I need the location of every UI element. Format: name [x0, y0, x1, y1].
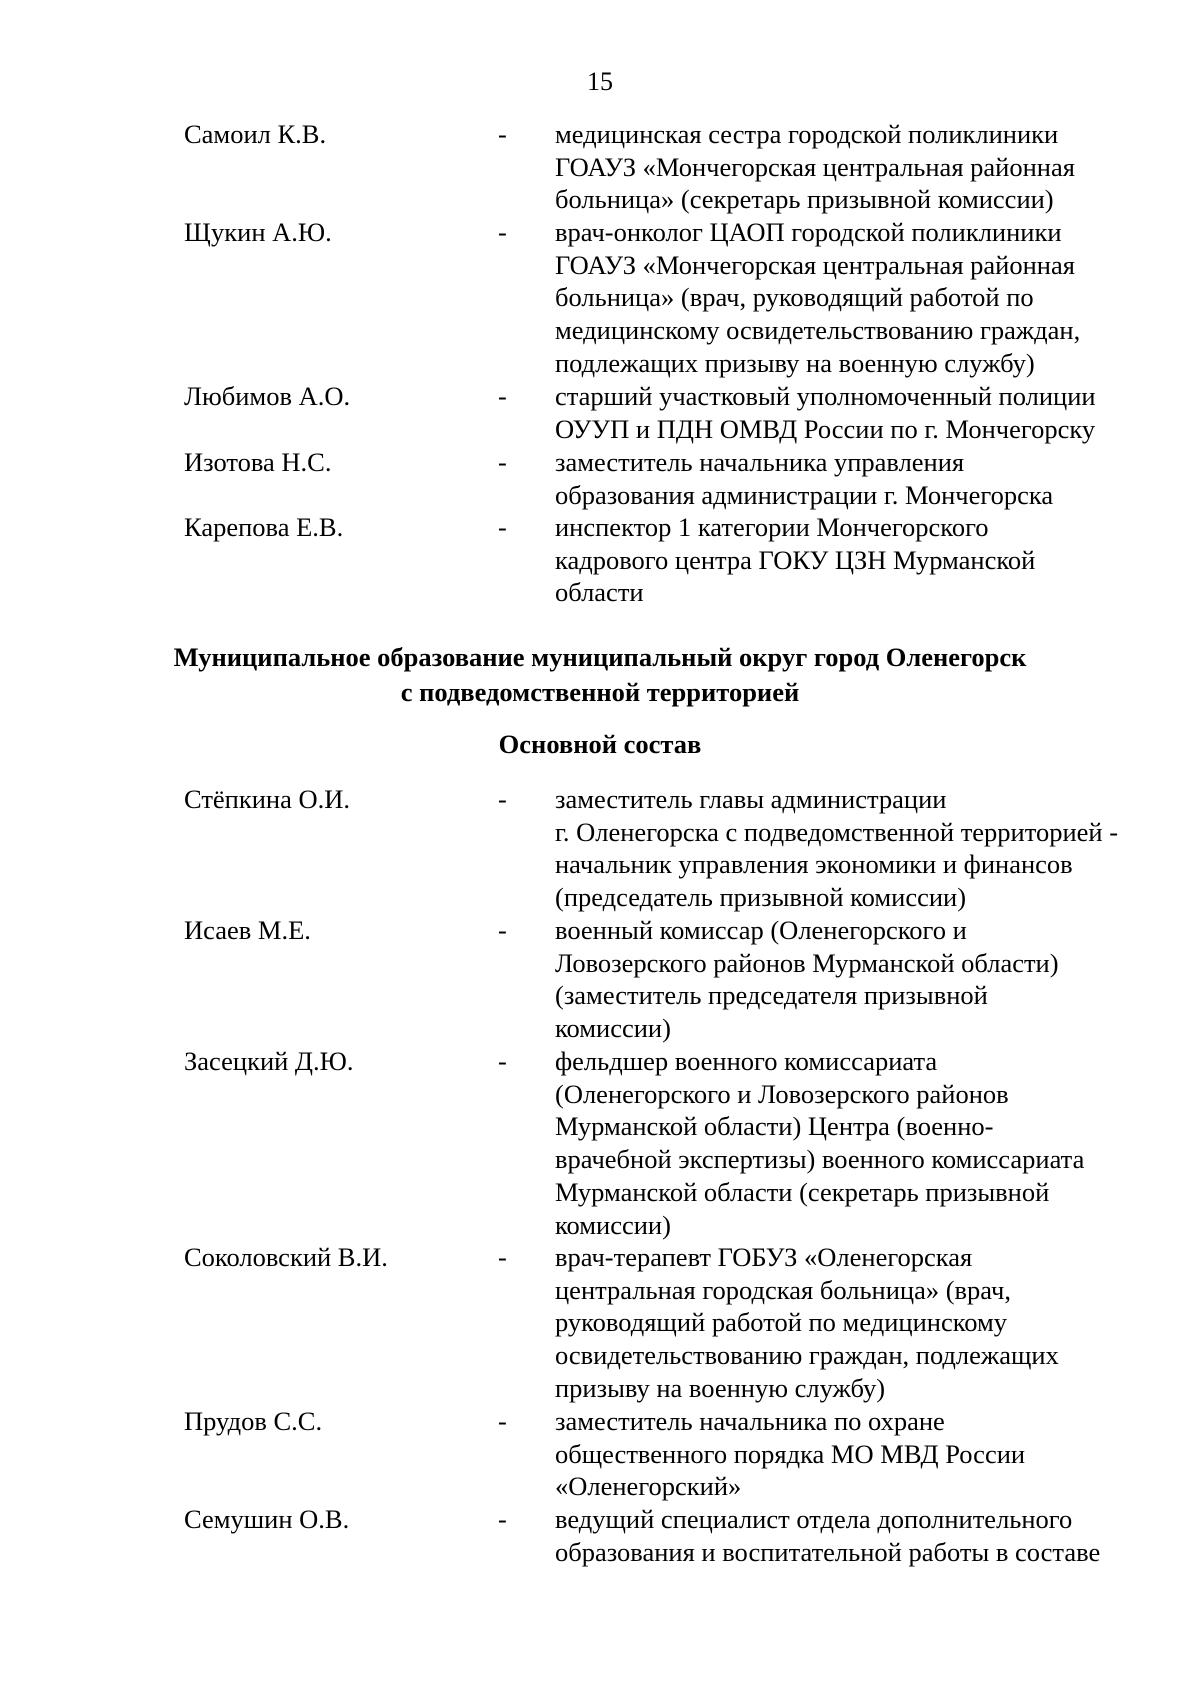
description-line: «Оленегорский»: [555, 1471, 742, 1502]
description-line: освидетельствованию граждан, подлежащих: [555, 1340, 1059, 1371]
member-description: [555, 1045, 1084, 1241]
member-name: Прудов С.С.: [184, 1406, 323, 1436]
separator-dash: -: [498, 1504, 507, 1534]
description-line: подлежащих призыву на военную службу): [555, 347, 1035, 378]
description-line: заместитель начальника управления: [555, 447, 965, 477]
description-line: старший участковый уполномоченный полиции: [555, 381, 1096, 411]
description-line: ведущий специалист отдела дополнительного: [555, 1504, 1073, 1534]
member-name: Изотова Н.С.: [184, 447, 332, 477]
description-line: комиссии): [555, 1209, 671, 1240]
description-line: (Оленегорского и Ловозерского районов: [555, 1078, 1009, 1109]
description-line: г. Оленегорска с подведомственной территорией -: [555, 816, 1119, 847]
description-line: медицинскому освидетельствованию граждан,: [555, 315, 1081, 346]
description-line: врач-онколог ЦАОП городской поликлиники: [555, 217, 1062, 247]
description-line: больница» (врач, руководящий работой по: [555, 282, 1034, 313]
member-description: [555, 1241, 1059, 1405]
description-line: заместитель главы администрации: [555, 784, 947, 814]
separator-dash: -: [498, 512, 507, 542]
separator-dash: -: [498, 447, 507, 477]
description-line: центральная городская больница» (врач,: [555, 1274, 1011, 1305]
description-line: (председатель призывной комиссии): [555, 882, 967, 913]
description-line: Ловозерского районов Мурманской области): [555, 947, 1059, 978]
description-line: медицинская сестра городской поликлиники: [555, 119, 1059, 149]
member-description: [555, 446, 1053, 511]
member-name: Засецкий Д.Ю.: [184, 1046, 354, 1076]
description-line: общественного порядка МО МВД России: [555, 1438, 1026, 1469]
page-number: 15: [587, 67, 613, 96]
separator-dash: -: [498, 1242, 507, 1272]
description-line: врачебной экспертизы) военного комиссариата: [555, 1144, 1085, 1175]
separator-dash: -: [498, 119, 507, 149]
description-line: военный комиссар (Оленегорского и: [555, 915, 967, 945]
description-line: (заместитель председателя призывной: [555, 980, 988, 1011]
description-line: ГОАУЗ «Мончегорская центральная районная: [555, 249, 1075, 280]
separator-dash: -: [498, 784, 507, 814]
description-line: области: [555, 577, 644, 608]
description-line: ОУУП и ПДН ОМВД России по г. Мончегорску: [555, 413, 1096, 444]
description-line: кадрового центра ГОКУ ЦЗН Мурманской: [555, 544, 1036, 575]
member-description: [555, 380, 1096, 445]
member-name: Щукин А.Ю.: [184, 217, 332, 247]
member-description: [555, 1503, 1100, 1568]
description-line: Мурманской области (секретарь призывной: [555, 1176, 1050, 1207]
description-line: больница» (секретарь призывной комиссии): [555, 184, 1054, 215]
description-line: инспектор 1 категории Мончегорского: [555, 512, 989, 542]
member-name: Стёпкина О.И.: [184, 784, 351, 814]
section-title-line: с подведомственной территорией: [400, 677, 800, 707]
member-name: Исаев М.Е.: [184, 915, 311, 945]
separator-dash: -: [498, 381, 507, 411]
member-description: [555, 1405, 1025, 1503]
description-line: комиссии): [555, 1013, 671, 1044]
separator-dash: -: [498, 1406, 507, 1436]
description-line: врач-терапевт ГОБУЗ «Оленегорская: [555, 1242, 973, 1272]
section-subtitle: [0, 727, 1200, 762]
member-description: [555, 216, 1080, 380]
member-name: Любимов А.О.: [184, 381, 351, 411]
description-line: заместитель начальника по охране: [555, 1406, 945, 1436]
member-name: Карепова Е.В.: [184, 512, 344, 542]
description-line: Мурманской области) Центра (военно-: [555, 1111, 994, 1142]
description-line: образования администрации г. Мончегорска: [555, 479, 1054, 510]
section-subtitle-text: Основной состав: [498, 729, 702, 759]
description-line: призыву на военную службу): [555, 1372, 886, 1403]
member-name: Соколовский В.И.: [184, 1242, 388, 1272]
description-line: ГОАУЗ «Мончегорская центральная районная: [555, 151, 1075, 182]
separator-dash: -: [498, 915, 507, 945]
member-description: [555, 914, 1059, 1045]
description-line: начальник управления экономики и финансов: [555, 849, 1073, 880]
description-line: фельдшер военного комиссариата: [555, 1046, 938, 1076]
description-line: руководящий работой по медицинскому: [555, 1307, 1008, 1338]
separator-dash: -: [498, 217, 507, 247]
section-title: [0, 640, 1200, 710]
member-description: [555, 783, 1118, 914]
separator-dash: -: [498, 1046, 507, 1076]
member-description: [555, 511, 1035, 609]
member-description: [555, 118, 1075, 216]
section-title-line: Муниципальное образование муниципальный округ город Оленегорск: [173, 642, 1027, 672]
member-name: Семушин О.В.: [184, 1504, 350, 1534]
member-name: Самоил К.В.: [184, 119, 327, 149]
description-line: образования и воспитательной работы в составе: [555, 1536, 1101, 1567]
